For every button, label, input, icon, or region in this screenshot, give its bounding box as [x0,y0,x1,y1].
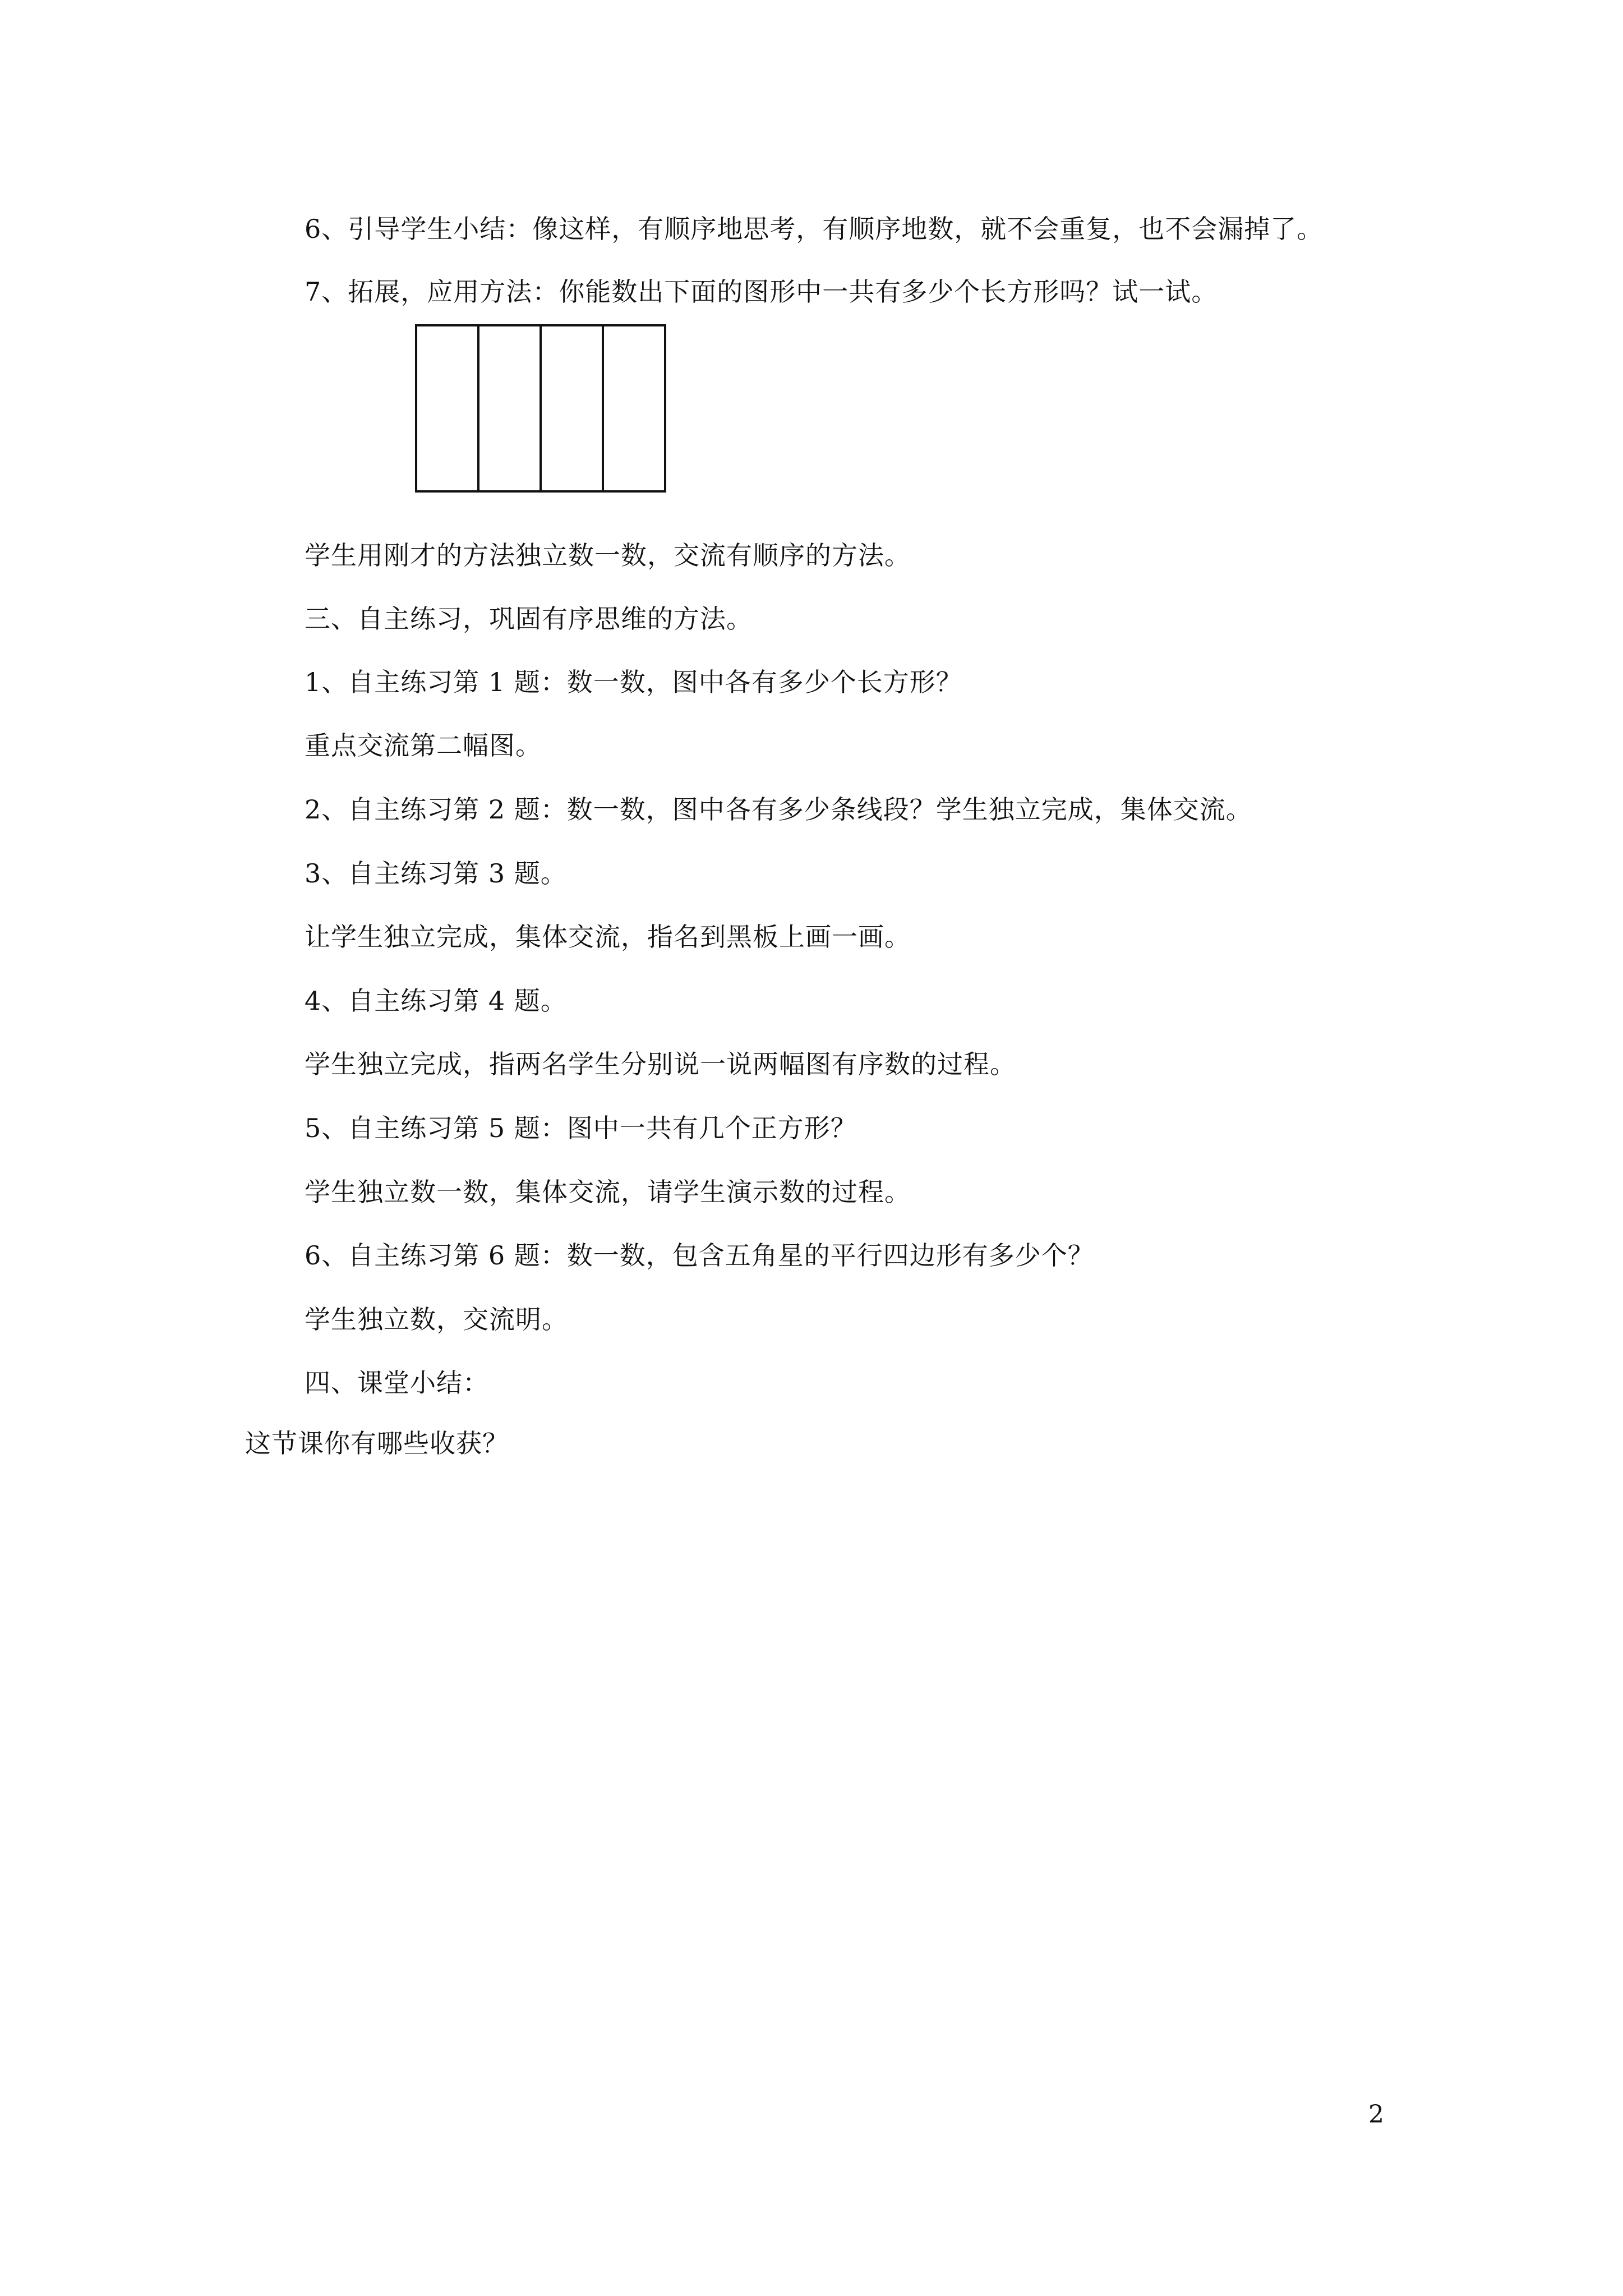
exercise-3: 3、自主练习第 3 题。 [305,858,567,889]
exercise-1: 1、自主练习第 1 题：数一数，图中各有多少个长方形？ [305,667,962,697]
exercise-4: 4、自主练习第 4 题。 [305,986,567,1016]
exercise-5-note: 学生独立数一数，集体交流，请学生演示数的过程。 [305,1177,911,1207]
figure-cell [604,326,664,490]
section-heading-summary: 四、课堂小结： [305,1368,489,1398]
figure-cell [417,326,479,490]
paragraph-line-1: 6、引导学生小结：像这样，有顺序地思考，有顺序地数，就不会重复，也不会漏掉了。 [305,214,1324,244]
exercise-6-note: 学生独立数，交流明。 [305,1304,568,1335]
paragraph-line-2: 7、拓展，应用方法：你能数出下面的图形中一共有多少个长方形吗？试一试。 [305,277,1218,307]
page-number: 2 [1368,2100,1384,2129]
exercise-1-note: 重点交流第二幅图。 [305,730,542,761]
exercise-6: 6、自主练习第 6 题：数一数，包含五角星的平行四边形有多少个？ [305,1240,1094,1271]
exercise-3-note: 让学生独立完成，集体交流，指名到黑板上画一画。 [305,922,911,952]
exercise-5: 5、自主练习第 5 题：图中一共有几个正方形？ [305,1113,857,1143]
exercise-2: 2、自主练习第 2 题：数一数，图中各有多少条线段？学生独立完成，集体交流。 [305,794,1252,825]
figure-cell [542,326,604,490]
section-heading-practice: 三、自主练习，巩固有序思维的方法。 [305,604,753,634]
figure-cell [479,326,542,490]
rectangle-strip-figure [415,324,666,493]
exercise-4-note: 学生独立完成，指两名学生分别说一说两幅图有序数的过程。 [305,1049,1016,1079]
paragraph-line-3: 学生用刚才的方法独立数一数，交流有顺序的方法。 [305,540,911,570]
summary-question: 这节课你有哪些收获？ [245,1428,509,1458]
